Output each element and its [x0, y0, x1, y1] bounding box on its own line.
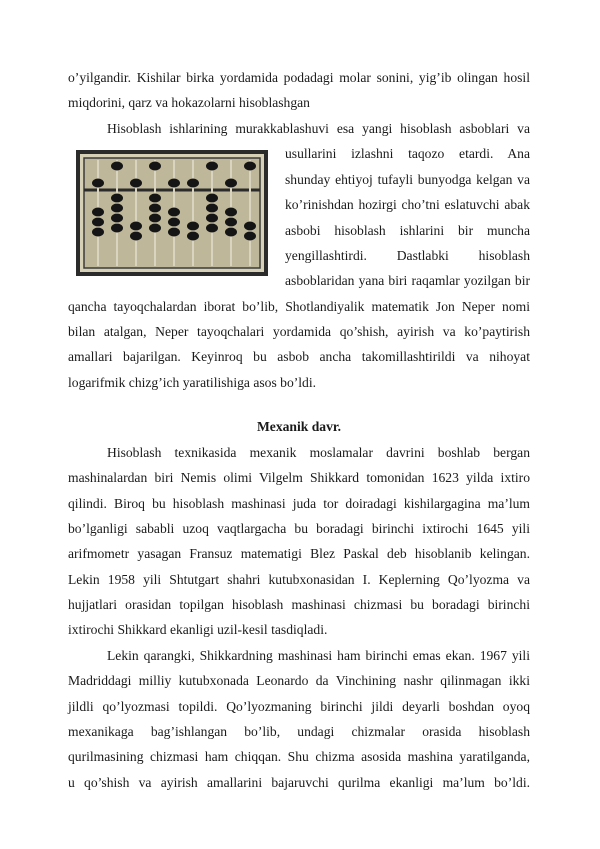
abacus-bead: [111, 204, 123, 213]
text-line: usullarini izlashni taqozo etardi. Ana: [285, 146, 530, 161]
text-line: qancha tayoqchalardan iborat bo’lib, Shotlandiyalik matematik Jon Neper nomi: [68, 299, 530, 314]
text-line: Hisoblash texnikasida mexanik moslamalar davrini boshlab bergan: [107, 445, 530, 460]
abacus-bead: [168, 218, 180, 227]
abacus-bead: [206, 204, 218, 213]
text-line: bilan atalgan, Neper tayoqchalari yordamida qo’shish, ayirish va ko’paytirish: [68, 324, 530, 339]
text-line: u qo’shish va ayirish amallarini bajaruvchi qurilma ekanligi ma’lum bo’ldi.: [68, 775, 530, 790]
abacus-bead: [168, 208, 180, 217]
text-line: Hisoblash ishlarining murakkablashuvi esa yangi hisoblash asboblari va: [107, 121, 530, 136]
text-line: mexanikaga bag’ishlangan bo’lib, undagi chizmalar orasida hisoblash: [68, 724, 530, 739]
abacus-bead: [206, 194, 218, 203]
abacus-bead: [244, 162, 256, 171]
text-line: bo’lganligi sababli uzoq vaqtlargacha bu boradagi birinchi ixtirochi 1645 yili: [68, 521, 530, 536]
abacus-bead: [111, 224, 123, 233]
abacus-bead: [187, 232, 199, 241]
text-line: ko’rinishdan hozirgi cho’tni eslatuvchi abak: [285, 197, 530, 212]
text-line: logarifmik chizg’ich yaratilishiga asos bo’ldi.: [68, 375, 317, 390]
abacus-bead: [206, 224, 218, 233]
abacus-bead: [225, 179, 237, 188]
text-line: ixtirochi Shikkard ekanligi uzil-kesil tasdiqladi.: [68, 622, 328, 637]
text-line: asbobi hisoblash ishlarini bir muncha: [285, 223, 530, 238]
text-line: yengillashtirdi. Dastlabki hisoblash: [285, 248, 530, 263]
text-line: amallari bajarilgan. Keyinroq bu asbob ancha takomillashtirildi va nihoyat: [68, 349, 530, 364]
abacus-bead: [149, 224, 161, 233]
text-line: shunday ehtiyoj tufayli bunyodga kelgan va: [285, 172, 530, 187]
abacus-bead: [92, 228, 104, 237]
abacus-bead: [225, 218, 237, 227]
text-line: qilindi. Biroq bu hisoblash mashinasi juda tor doiradagi kishilargagina ma’lum: [68, 496, 530, 511]
abacus-bead: [187, 179, 199, 188]
abacus-bead: [111, 162, 123, 171]
abacus-bead: [111, 194, 123, 203]
abacus-bead: [92, 208, 104, 217]
abacus-bead: [187, 222, 199, 231]
text-line: hujjatlari orasidan topilgan hisoblash mashinasi chizmasi bu boradagi birinchi: [68, 597, 530, 612]
abacus-bead: [149, 204, 161, 213]
text-line: mashinalardan biri Nemis olimi Vilgelm Shikkard tomonidan 1623 yilda ixtiro: [68, 470, 530, 485]
abacus-bead: [92, 179, 104, 188]
abacus-figure: [76, 150, 268, 276]
abacus-bead: [130, 179, 142, 188]
abacus-bead: [225, 228, 237, 237]
section-title: Mexanik davr.: [256, 419, 342, 434]
text-line: jildli qo’lyozmasi topildi. Qo’lyozmaning birinchi jildi deyarli boshdan oyoq: [68, 699, 530, 714]
text-line: Madriddagi milliy kutubxonada Leonardo da Vinchining nashr qilinmagan ikki: [68, 673, 530, 688]
text-line: miqdorini, qarz va hokazolarni hisoblashgan: [68, 95, 310, 110]
abacus-bead: [149, 194, 161, 203]
abacus-bead: [244, 222, 256, 231]
abacus-bead: [206, 214, 218, 223]
text-line: arifmometr yasagan Fransuz matematigi Blez Paskal deb hisoblanib kelingan.: [68, 546, 530, 561]
abacus-bead: [149, 214, 161, 223]
text-line: asboblaridan yana biri raqamlar yozilgan bir: [285, 273, 530, 288]
abacus-bead: [92, 218, 104, 227]
abacus-icon: [76, 150, 268, 276]
text-line: o’yilgandir. Kishilar birka yordamida podadagi molar sonini, yig’ib olingan hosil: [68, 70, 530, 85]
abacus-bead: [130, 232, 142, 241]
text-line: qurilmasining chizmasi ham chiqqan. Shu chizma asosida mashina yaratilganda,: [68, 749, 530, 764]
abacus-bead: [244, 232, 256, 241]
abacus-bead: [111, 214, 123, 223]
abacus-bead: [130, 222, 142, 231]
abacus-bead: [225, 208, 237, 217]
text-line: Lekin qarangki, Shikkardning mashinasi ham birinchi emas ekan. 1967 yili: [107, 648, 530, 663]
abacus-bead: [168, 179, 180, 188]
text-line: Lekin 1958 yili Shtutgart shahri kutubxonasidan I. Keplerning Qo’lyozma va: [68, 572, 530, 587]
abacus-bead: [149, 162, 161, 171]
abacus-bead: [206, 162, 218, 171]
abacus-bead: [168, 228, 180, 237]
